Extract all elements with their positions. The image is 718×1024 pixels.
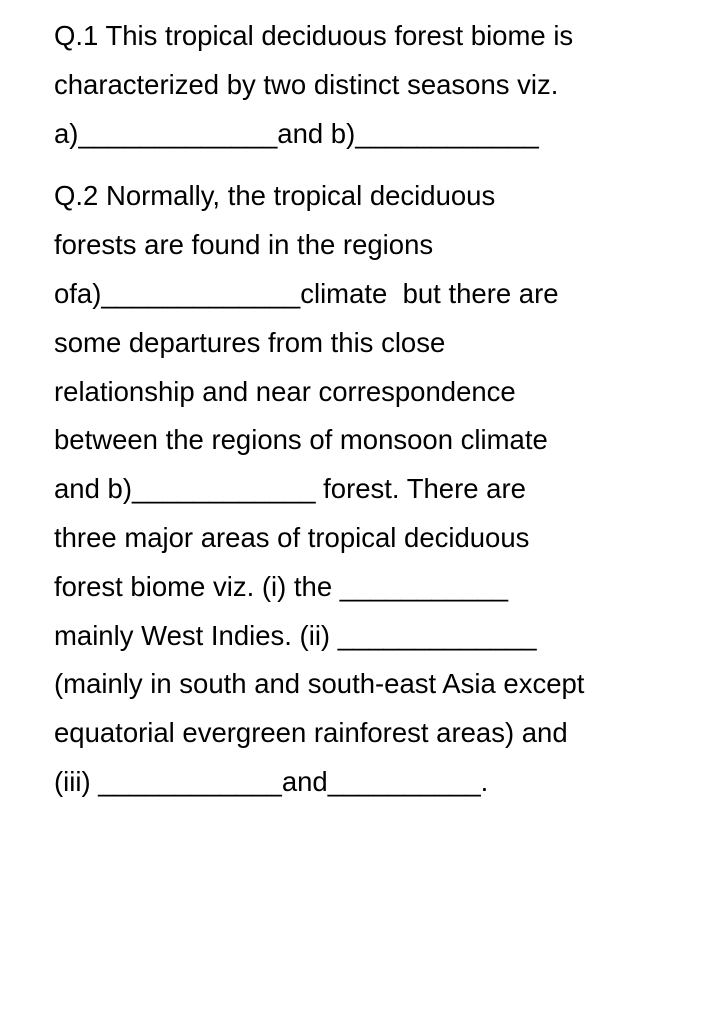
question-2-line: forests are found in the regions (54, 229, 434, 261)
question-2-line: and b)____________ forest. There are (54, 473, 526, 505)
question-2-line: mainly West Indies. (ii) _____________ (54, 619, 537, 651)
question-2-line: relationship and near correspondence (54, 375, 516, 407)
question-2-line: between the regions of monsoon climate (54, 424, 548, 456)
question-1-line: a)_____________and b)____________ (54, 117, 539, 149)
question-2-line: some departures from this close (54, 326, 446, 358)
question-2-line: equatorial evergreen rainforest areas) and (54, 717, 568, 749)
question-2-line: Q.2 Normally, the tropical deciduous (54, 180, 496, 212)
document-page (54, 12, 694, 807)
question-1-line: characterized by two distinct seasons viz. (54, 68, 559, 100)
question-1 (54, 12, 694, 158)
question-2-line: (iii) ____________and__________. (54, 765, 489, 797)
question-2-line: ofa)_____________climate but there are (54, 277, 559, 309)
question-1-line: Q.1 This tropical deciduous forest biome is (54, 20, 574, 51)
question-2-line: forest biome viz. (i) the ___________ (54, 570, 509, 602)
question-2-line: three major areas of tropical deciduous (54, 521, 530, 553)
question-2 (54, 172, 694, 806)
question-2-line: (mainly in south and south-east Asia except (54, 668, 585, 700)
